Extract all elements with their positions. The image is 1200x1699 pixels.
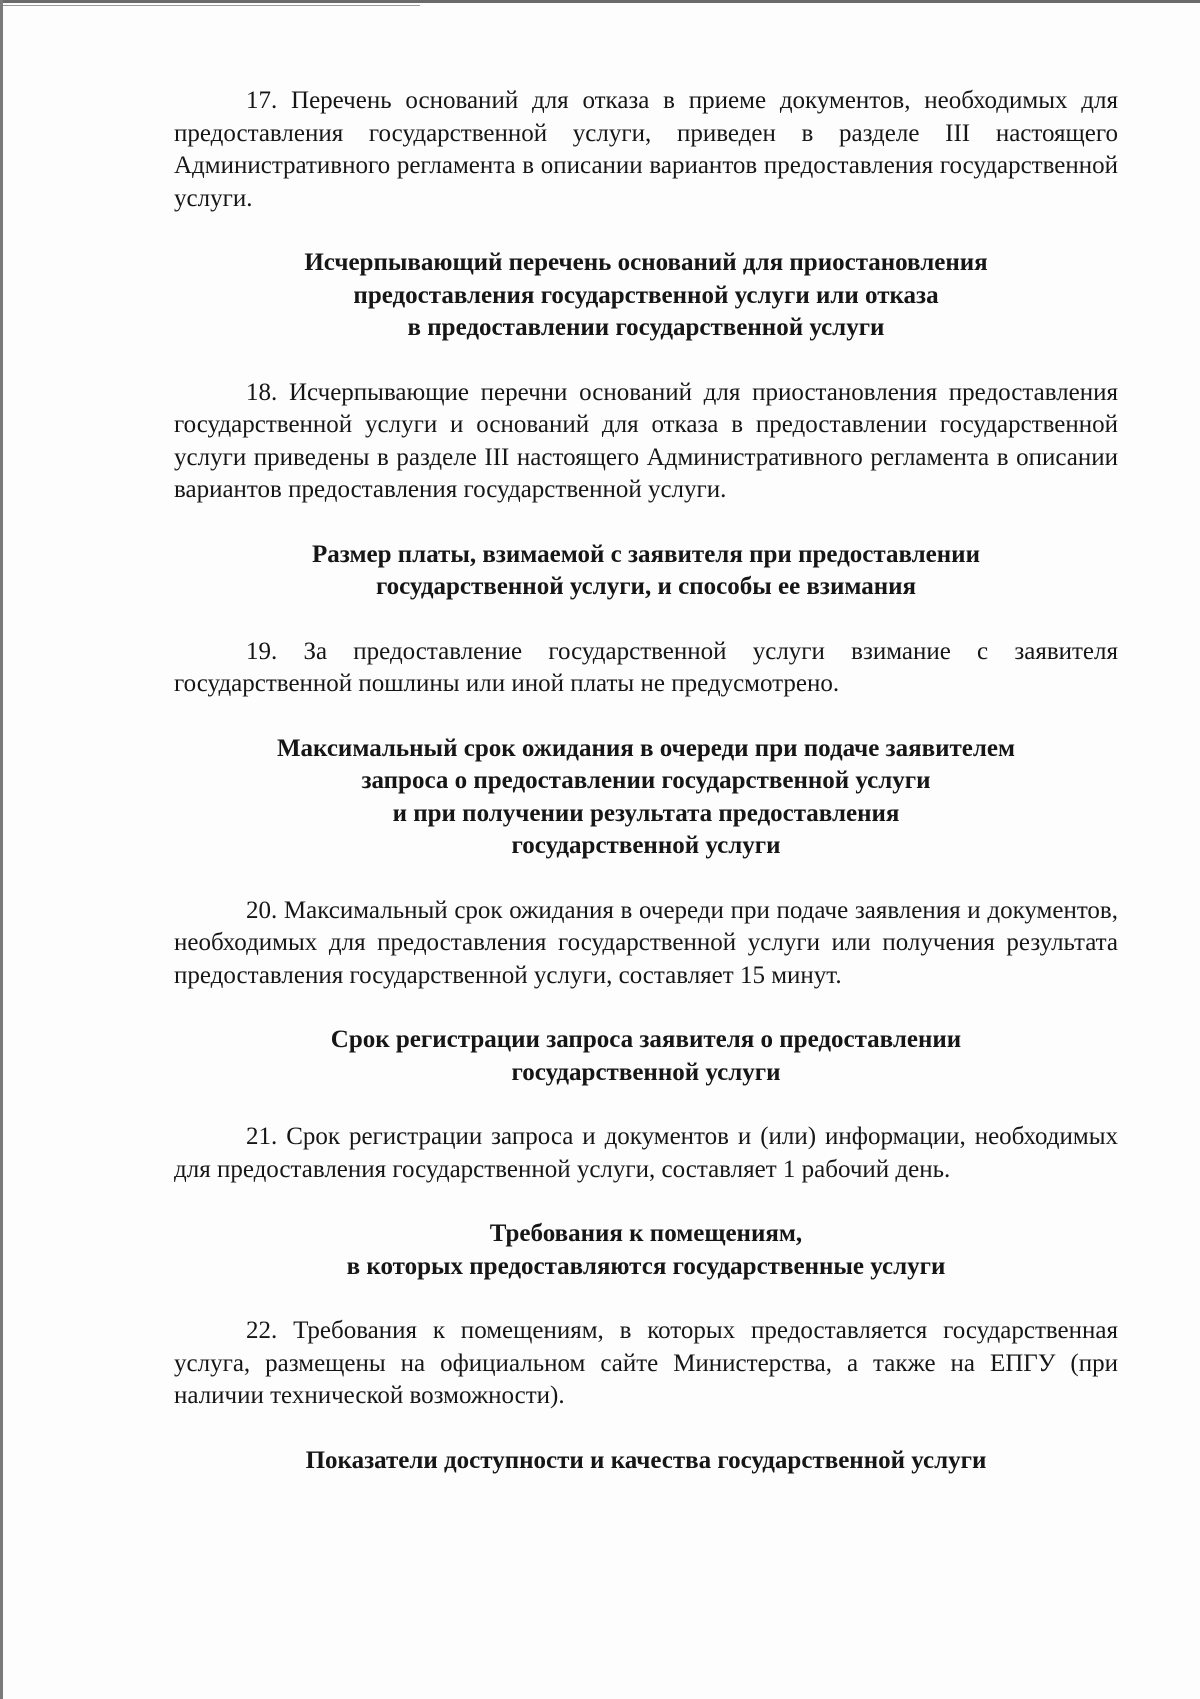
- scan-edge-left: [0, 0, 3, 1699]
- heading-premises-requirements: [174, 1218, 1118, 1283]
- heading-line: Срок регистрации запроса заявителя о предоставлении: [330, 1026, 962, 1053]
- heading-line: Требования к помещениям,: [489, 1220, 803, 1247]
- heading-line: государственной услуги: [511, 832, 781, 859]
- heading-line: государственной услуги, и способы ее взимания: [375, 573, 917, 600]
- heading-line: запроса о предоставлении государственной услуги: [361, 767, 931, 794]
- heading-line: предоставления государственной услуги или отказа: [353, 281, 939, 309]
- heading-line: в которых предоставляются государственные услуги: [346, 1252, 946, 1280]
- heading-line: Максимальный срок ожидания в очереди при подаче заявителем: [276, 734, 1016, 762]
- heading-line: Показатели доступности и качества государственной услуги: [305, 1446, 987, 1474]
- heading-line: и при получении результата предоставления: [392, 799, 900, 827]
- heading-fee: [174, 539, 1118, 604]
- heading-line: в предоставлении государственной услуги: [407, 314, 885, 341]
- heading-registration-term: [174, 1024, 1118, 1089]
- paragraph-19: 19. За предоставление государственной услуги взимание с заявителя государственной пошлины или иной платы не предусмотрено.: [174, 637, 1118, 697]
- heading-queue-time: [174, 733, 1118, 863]
- heading-accessibility-quality: [174, 1445, 1118, 1478]
- paragraph-17: 17. Перечень оснований для отказа в приеме документов, необходимых для предоставления государственной услуги, приведен в разделе III настоящего Административного регламента в описании вариантов предоставления государственной услуги.: [174, 87, 1118, 212]
- paragraph-22: 22. Требования к помещениям, в которых предоставляется государственная услуга, размещены на официальном сайте Министерства, а также на ЕПГУ (при наличии технической возможности).: [174, 1317, 1118, 1409]
- scan-edge-top-inner: [0, 5, 420, 6]
- paragraph-18: 18. Исчерпывающие перечни оснований для приостановления предоставления государственной услуги и оснований для отказа в предоставлении государственной услуги приведены в разделе III настоящего Административного регламента в описании вариантов предоставления государственной услуги.: [174, 378, 1118, 503]
- document-body: [174, 85, 1118, 1477]
- paragraph-20: 20. Максимальный срок ожидания в очереди при подаче заявления и документов, необходимых для предоставления государственной услуги или получения результата предоставления государственной услуги, составляет 15 минут.: [174, 896, 1118, 989]
- scan-edge-top: [0, 0, 1200, 3]
- heading-line: Размер платы, взимаемой с заявителя при предоставлении: [312, 540, 980, 568]
- paragraph-21: 21. Срок регистрации запроса и документов и (или) информации, необходимых для предоставления государственной услуги, составляет 1 рабочий день.: [174, 1123, 1118, 1183]
- heading-suspension-grounds: [174, 247, 1118, 345]
- heading-line: государственной услуги: [511, 1058, 781, 1086]
- heading-line: Исчерпывающий перечень оснований для приостановления: [304, 249, 988, 276]
